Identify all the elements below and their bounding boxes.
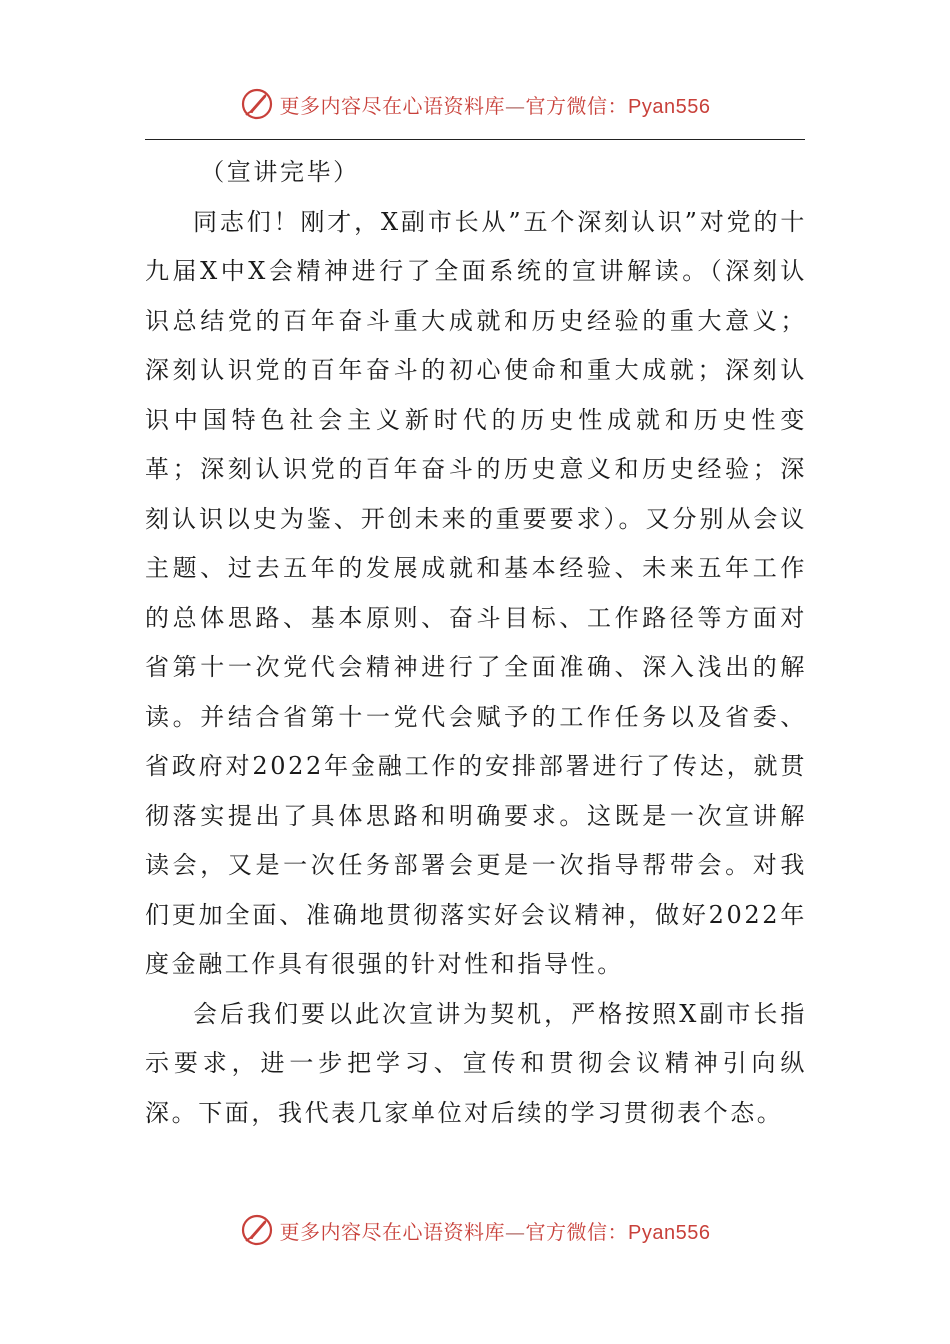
footer-brand-text <box>280 1216 711 1245</box>
header-brand-dash: — <box>505 93 526 118</box>
quill-logo-icon <box>240 1213 274 1247</box>
header-brand-text <box>280 90 711 119</box>
paragraph-commitment: 会后我们要以此次宣讲为契机，严格按照X副市长指示要求，进一步把学习、宣传和贯彻会议精神引向纵深。下面，我代表几家单位对后续的学习贯彻表个态。 <box>145 999 807 1127</box>
header-brand-main: 更多内容尽在心语资料库 <box>279 93 506 118</box>
footer-brand-main: 更多内容尽在心语资料库 <box>279 1219 506 1244</box>
header-brand-wechat: Pyan556 <box>628 95 711 118</box>
footer-brand-wechat: Pyan556 <box>628 1221 711 1244</box>
footer-brand-dash: — <box>505 1219 526 1244</box>
footer-brand-tail: 官方微信： <box>525 1219 629 1244</box>
document-body <box>145 148 807 1138</box>
header-divider <box>145 139 805 140</box>
header-brand <box>0 84 950 124</box>
paragraph-closing-note: （宣讲完毕） <box>200 158 360 186</box>
header-brand-tail: 官方微信： <box>525 93 629 118</box>
paragraph-summary: 同志们！刚才，X副市长从”五个深刻认识”对党的十九届X中X会精神进行了全面系统的宣讲解读。（深刻认识总结党的百年奋斗重大成就和历史经验的重大意义；深刻认识党的百年奋斗的初心使命和重大成就；深刻认识中国特色社会主义新时代的历史性成就和历史性变革；深刻认识党的百年奋斗的历史意义和历史经验；深刻认识以史为鉴、开创未来的重要要求）。又分别从会议主题、过去五年的发展成就和基本经验、未来五年工作的总体思路、基本原则、奋斗目标、工作路径等方面对省第十一次党代会精神进行了全面准确、深入浅出的解读。并结合省第十一党代会赋予的工作任务以及省委、省政府对2022年金融工作的安排部署进行了传达，就贯彻落实提出了具体思路和明确要求。这既是一次宣讲解读会，又是一次任务部署会更是一次指导帮带会。对我们更加全面、准确地贯彻落实好会议精神，做好2022年度金融工作具有很强的针对性和指导性。 <box>145 207 807 978</box>
footer-brand <box>0 1210 950 1250</box>
quill-logo-icon <box>240 87 274 121</box>
